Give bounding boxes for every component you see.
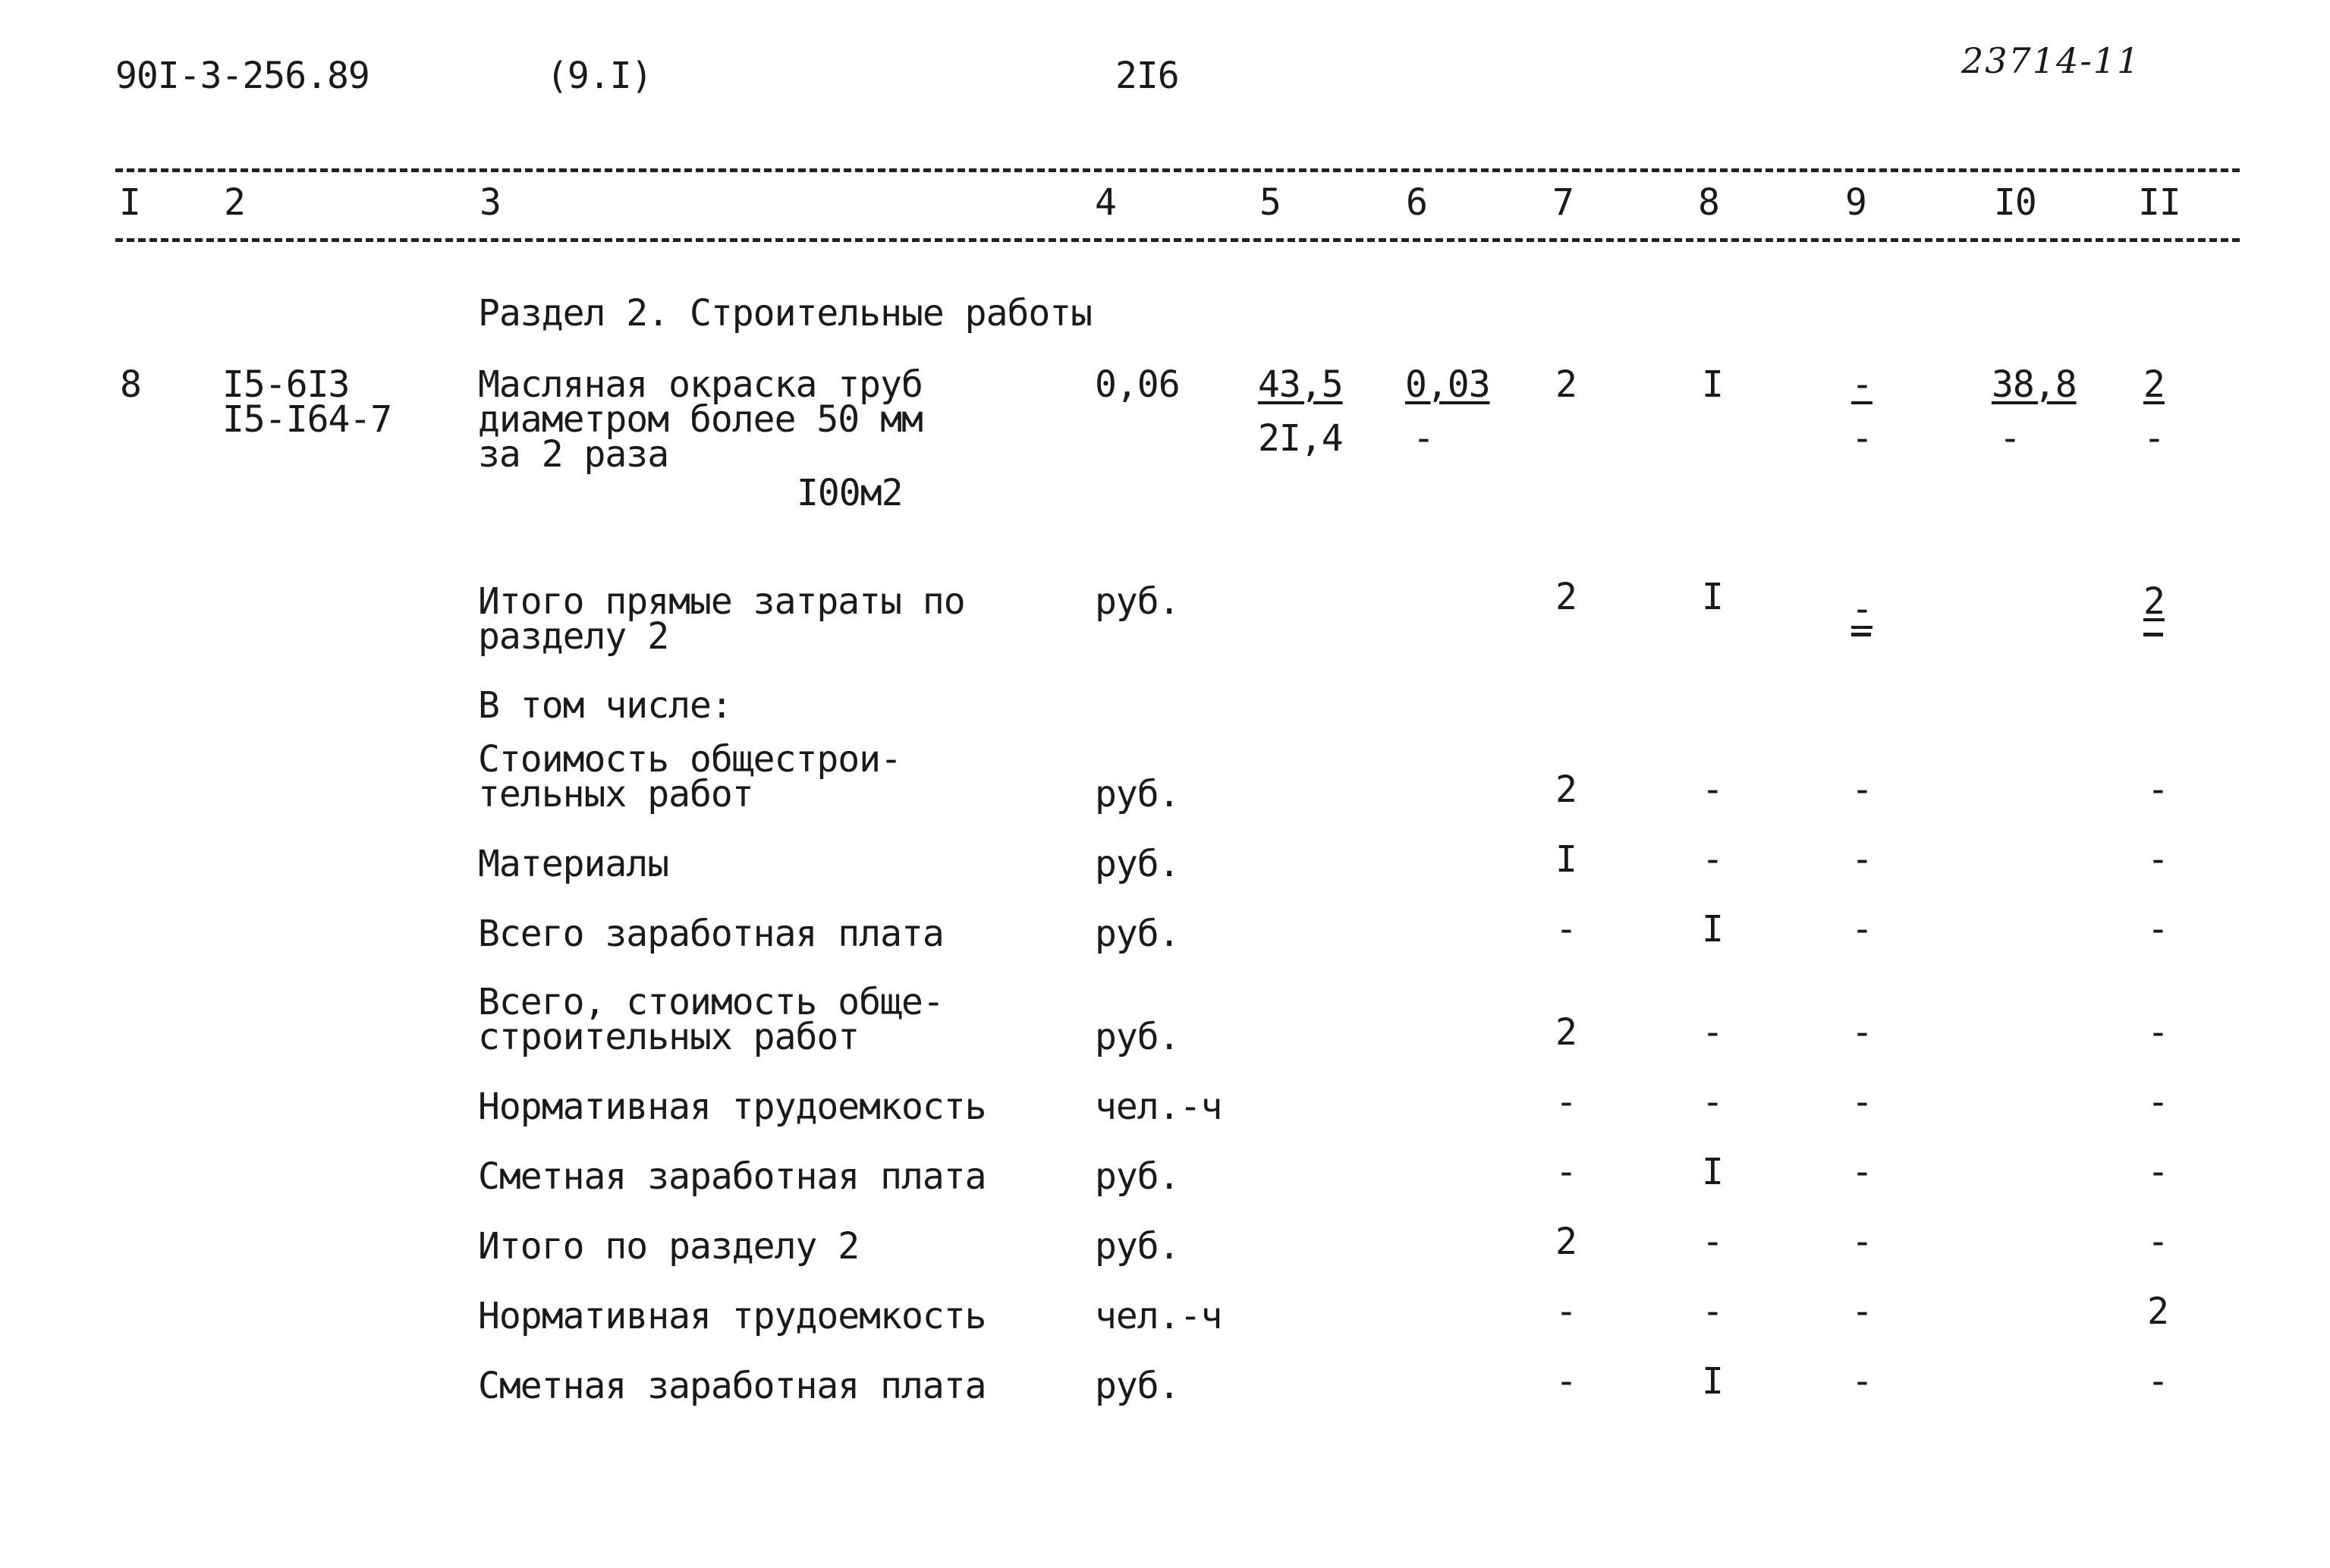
breakdown-col7: 2: [1555, 1221, 1577, 1263]
breakdown-unit: руб.: [1095, 773, 1180, 815]
column-header: 2: [224, 181, 245, 224]
column-header: 6: [1406, 181, 1427, 224]
breakdown-col11: -: [2147, 1360, 2168, 1403]
breakdown-col11: 2: [2147, 1290, 2168, 1333]
breakdown-label: Всего, стоимость обще-: [478, 981, 944, 1023]
breakdown-col7: I: [1555, 838, 1577, 881]
including-label: В том числе:: [478, 684, 732, 727]
breakdown-col9: -: [1851, 1081, 1872, 1123]
breakdown-label: Всего заработная плата: [478, 913, 944, 955]
breakdown-label: Нормативная трудоемкость: [478, 1086, 986, 1128]
breakdown-col11: -: [2147, 908, 2168, 951]
breakdown-col9: -: [1851, 1221, 1872, 1263]
breakdown-col11: -: [2147, 1221, 2168, 1263]
item-code: I5-6I3: [222, 363, 350, 406]
item-unit-measure: I00м2: [797, 472, 903, 514]
breakdown-col9: -: [1851, 1011, 1872, 1054]
direct-costs-col9: -: [1851, 588, 1872, 630]
breakdown-unit: руб.: [1095, 1225, 1180, 1268]
column-header: 8: [1698, 181, 1719, 224]
item-code: I5-I64-7: [222, 398, 392, 441]
breakdown-col7: 2: [1555, 768, 1577, 811]
item-number: 8: [120, 363, 141, 406]
direct-costs-col11-mark: [2143, 633, 2163, 636]
breakdown-label: Сметная заработная плата: [478, 1365, 986, 1407]
breakdown-col11: -: [2147, 1011, 2168, 1054]
column-header: I0: [1994, 181, 2036, 224]
direct-costs-col11: 2: [2143, 580, 2165, 623]
breakdown-col9: -: [1851, 838, 1872, 881]
direct-costs-unit: руб.: [1095, 580, 1180, 623]
breakdown-col9: -: [1851, 1360, 1872, 1403]
breakdown-col7: -: [1555, 1360, 1577, 1403]
breakdown-unit: руб.: [1095, 1365, 1180, 1407]
breakdown-label: Материалы: [478, 843, 669, 885]
column-header: II: [2138, 181, 2181, 224]
header-bottom-rule: [115, 238, 2240, 242]
breakdown-col7: -: [1555, 1290, 1577, 1333]
item-col5-bottom: 2I,4: [1258, 417, 1343, 460]
breakdown-unit: руб.: [1095, 1016, 1180, 1058]
column-header: 9: [1845, 181, 1866, 224]
breakdown-col7: -: [1555, 1151, 1577, 1193]
direct-costs-col7: 2: [1555, 576, 1577, 618]
breakdown-col7: -: [1555, 908, 1577, 951]
item-col9-top: -: [1851, 363, 1872, 406]
breakdown-label: тельных работ: [478, 773, 753, 815]
item-description: диаметром более 50 мм: [478, 398, 923, 441]
breakdown-label: Сметная заработная плата: [478, 1155, 986, 1198]
breakdown-col9: -: [1851, 768, 1872, 811]
breakdown-col8: -: [1702, 1011, 1723, 1054]
breakdown-unit: руб.: [1095, 843, 1180, 885]
direct-costs-col8: I: [1702, 576, 1723, 618]
item-col11-bottom: -: [2143, 417, 2165, 460]
breakdown-col8: I: [1702, 908, 1723, 951]
column-header: 7: [1552, 181, 1574, 224]
breakdown-label: Нормативная трудоемкость: [478, 1295, 986, 1337]
breakdown-col7: 2: [1555, 1011, 1577, 1054]
breakdown-col8: -: [1702, 768, 1723, 811]
page-number: 2I6: [1115, 55, 1179, 97]
breakdown-col8: -: [1702, 1221, 1723, 1263]
item-col6-bottom: -: [1413, 417, 1434, 460]
handwritten-stamp: 23714-11: [1961, 40, 2141, 81]
breakdown-col9: -: [1851, 908, 1872, 951]
section-title: Раздел 2. Строительные работы: [478, 292, 1093, 335]
breakdown-col8: -: [1702, 1081, 1723, 1123]
direct-costs-label: разделу 2: [478, 615, 669, 658]
breakdown-unit: руб.: [1095, 913, 1180, 955]
breakdown-col11: -: [2147, 768, 2168, 811]
column-header: I: [119, 181, 140, 224]
document-code: 90I-3-256.89: [115, 55, 369, 97]
breakdown-col8: I: [1702, 1360, 1723, 1403]
direct-costs-label: Итого прямые затраты по: [478, 580, 965, 623]
item-col10-bottom: -: [1999, 417, 2020, 460]
breakdown-label: Итого по разделу 2: [478, 1225, 860, 1268]
breakdown-col7: -: [1555, 1081, 1577, 1123]
item-col7: 2: [1555, 363, 1577, 406]
breakdown-col9: -: [1851, 1290, 1872, 1333]
item-col9-bottom: -: [1851, 417, 1872, 460]
breakdown-label: Стоимость общестрои-: [478, 738, 901, 781]
breakdown-col11: -: [2147, 838, 2168, 881]
item-col6-top: 0,03: [1405, 363, 1490, 406]
breakdown-unit: чел.-ч: [1095, 1295, 1222, 1337]
item-quantity: 0,06: [1095, 363, 1180, 406]
item-description: за 2 раза: [478, 433, 669, 476]
breakdown-col8: I: [1702, 1151, 1723, 1193]
breakdown-col8: -: [1702, 1290, 1723, 1333]
item-description: Масляная окраска труб: [478, 363, 923, 406]
column-header: 4: [1095, 181, 1116, 224]
breakdown-col11: -: [2147, 1081, 2168, 1123]
direct-costs-col9-mark: [1851, 633, 1871, 636]
column-header: 3: [480, 181, 501, 224]
header-top-rule: [115, 168, 2240, 172]
breakdown-col8: -: [1702, 838, 1723, 881]
item-col5-top: 43,5: [1258, 363, 1343, 406]
column-header: 5: [1259, 181, 1281, 224]
item-col11-top: 2: [2143, 363, 2165, 406]
breakdown-col11: -: [2147, 1151, 2168, 1193]
sheet-reference: (9.I): [546, 55, 652, 97]
breakdown-unit: руб.: [1095, 1155, 1180, 1198]
breakdown-label: строительных работ: [478, 1016, 860, 1058]
item-col10-top: 38,8: [1992, 363, 2077, 406]
item-col8: I: [1702, 363, 1723, 406]
breakdown-col9: -: [1851, 1151, 1872, 1193]
breakdown-unit: чел.-ч: [1095, 1086, 1222, 1128]
